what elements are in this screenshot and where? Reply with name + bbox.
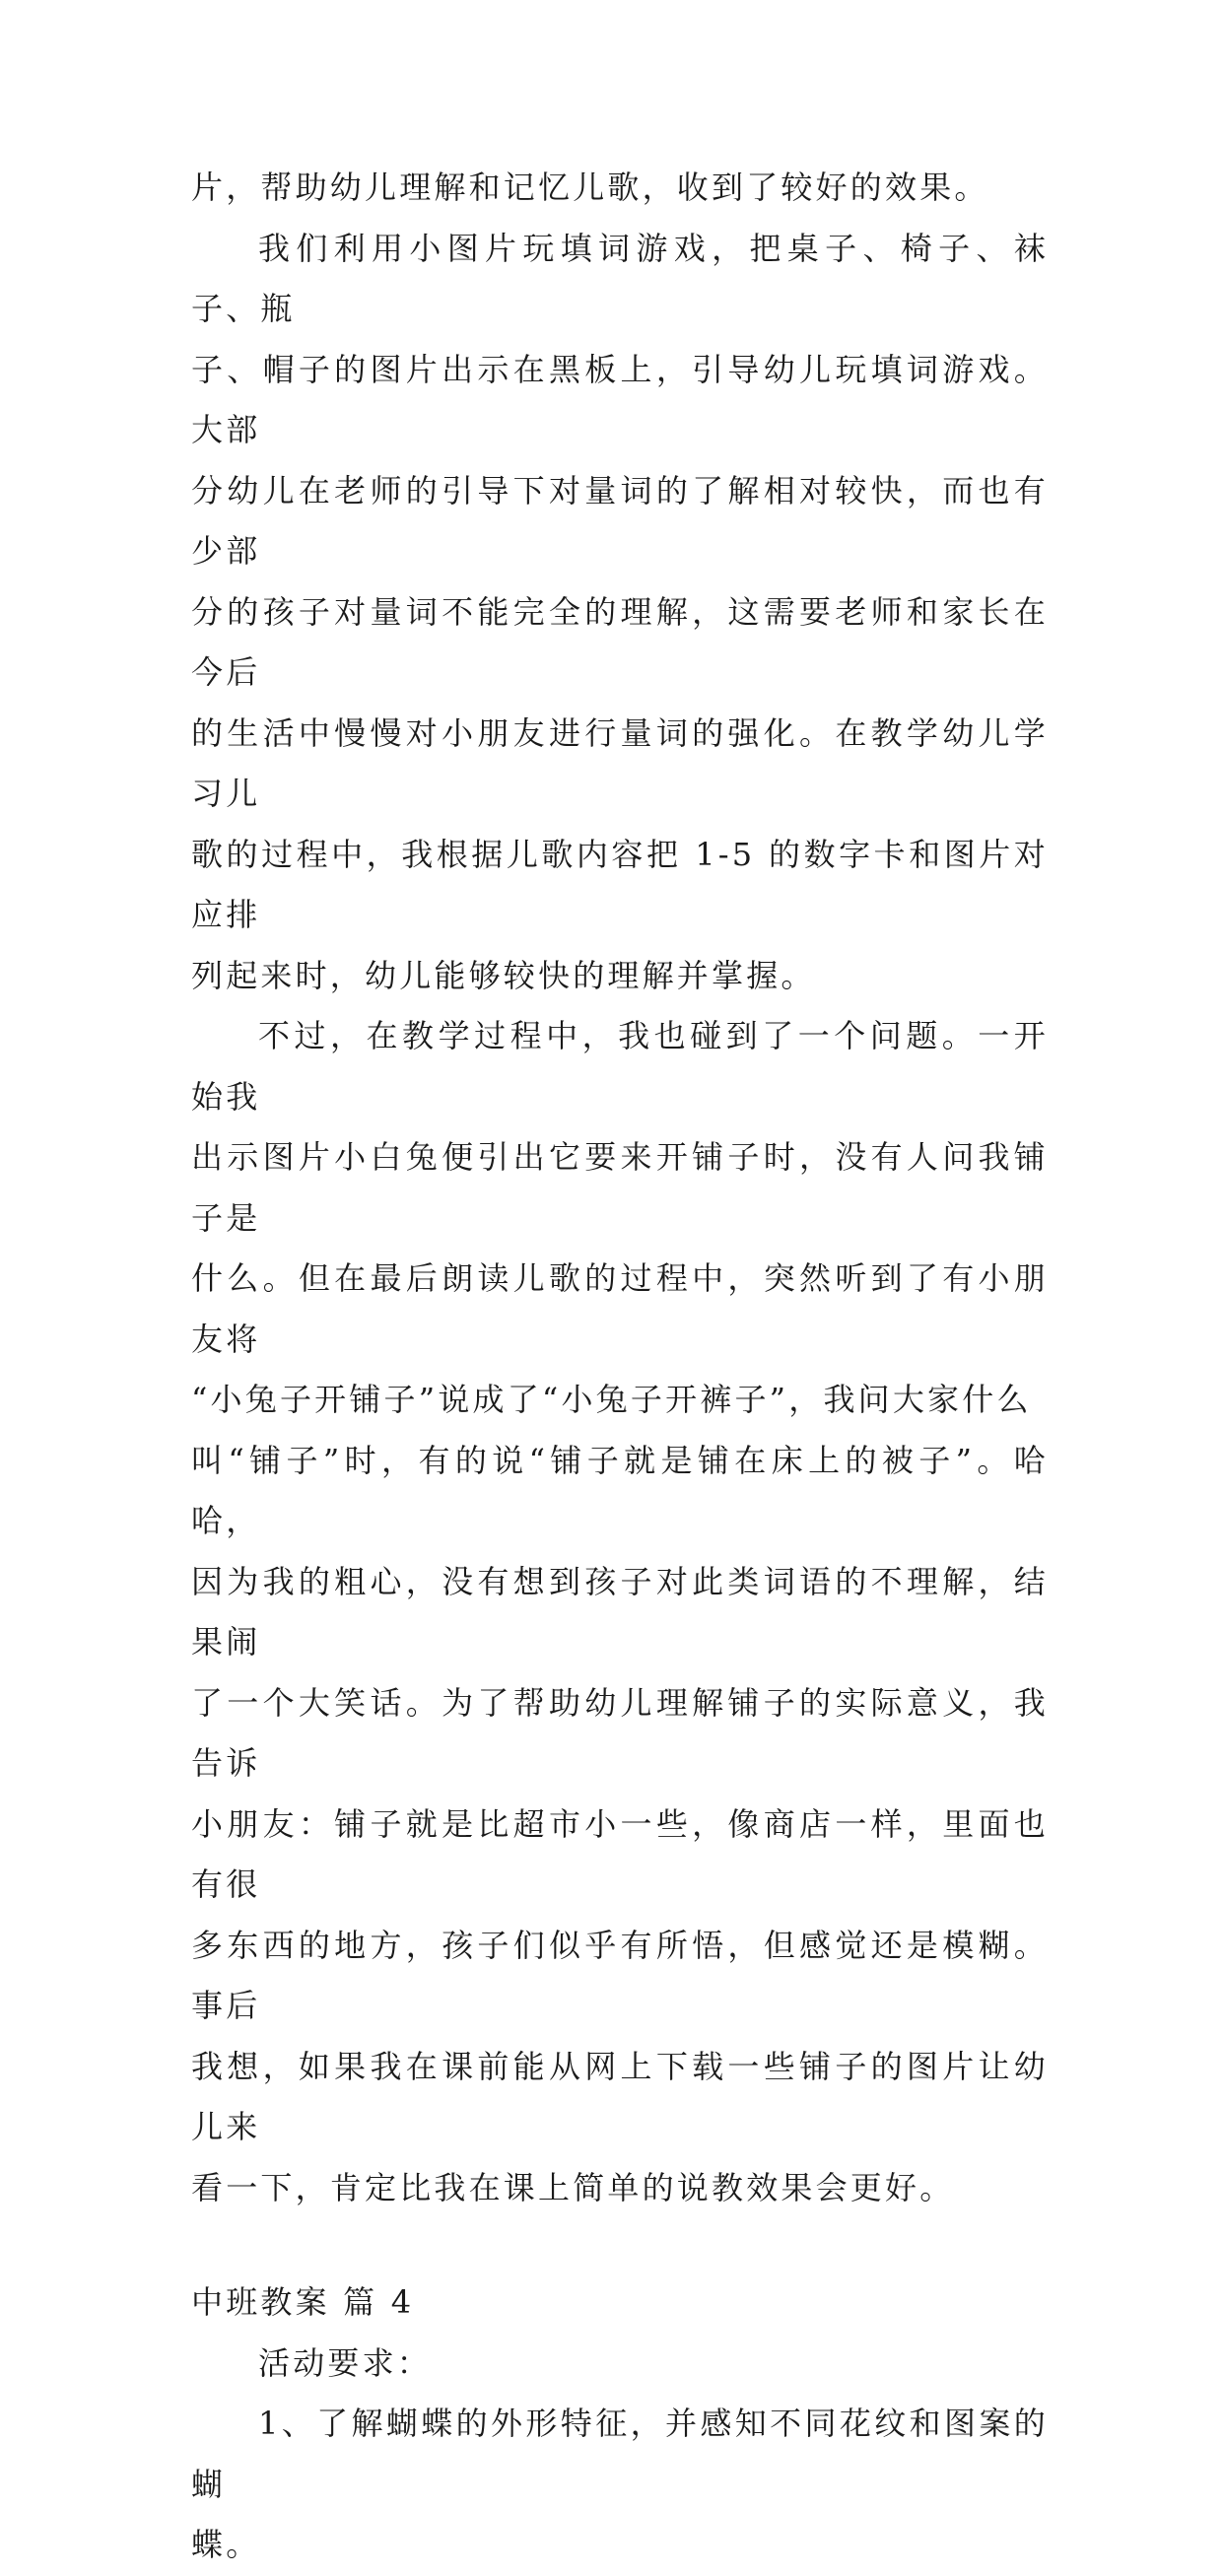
section-heading: 中班教案 篇 4: [191, 2283, 415, 2321]
text-line: “小兔子开铺子”说成了“小兔子开裤子”，我问大家什么: [191, 1381, 1032, 1418]
text-line: 列起来时，幼儿能够较快的理解并掌握。: [191, 956, 816, 994]
text-line: 小朋友：铺子就是比超市小一些，像商店一样，里面也有很: [191, 1804, 1049, 1903]
document-body: [191, 158, 1049, 2576]
text-line: 的生活中慢慢对小朋友进行量词的强化。在教学幼儿学习儿: [191, 713, 1049, 812]
paragraph-quantifier-game: [191, 219, 1049, 1007]
text-line: 叫“铺子”时，有的说“铺子就是铺在床上的被子”。哈哈，: [191, 1441, 1049, 1539]
paragraph-activity-requirements: [191, 2334, 1049, 2395]
text-line: 活动要求：: [258, 2343, 433, 2382]
text-line: 什么。但在最后朗读儿歌的过程中，突然听到了有小朋友将: [191, 1259, 1049, 1358]
text-line: 多东西的地方，孩子们似乎有所悟，但感觉还是模糊。事后: [191, 1926, 1049, 2024]
text-line: 分的孩子对量词不能完全的理解，这需要老师和家长在今后: [191, 592, 1049, 691]
section-spacer: [191, 2218, 1049, 2272]
text-line: 分幼儿在老师的引导下对量词的了解相对较快，而也有少部: [191, 471, 1049, 570]
text-line: 看一下，肯定比我在课上简单的说教效果会更好。: [191, 2168, 955, 2206]
paragraph-continuation: [191, 158, 1049, 219]
text-line: 片，帮助幼儿理解和记忆儿歌，收到了较好的效果。: [191, 169, 989, 206]
text-line: 了一个大笑话。为了帮助幼儿理解铺子的实际意义，我告诉: [191, 1683, 1049, 1782]
paragraph-shop-problem: [191, 1006, 1049, 2218]
text-line: 因为我的粗心，没有想到孩子对此类词语的不理解，结果闹: [191, 1562, 1049, 1661]
text-line: 我想，如果我在课前能从网上下载一些铺子的图片让幼儿来: [191, 2047, 1049, 2145]
text-line: 不过，在教学过程中，我也碰到了一个问题。一开始我: [191, 1017, 1049, 1116]
text-line: 蝶。: [191, 2526, 261, 2563]
text-line: 我们利用小图片玩填词游戏，把桌子、椅子、袜子、瓶: [191, 229, 1049, 327]
paragraph-requirement-1: [191, 2394, 1049, 2576]
text-line: 歌的过程中，我根据儿歌内容把 1-5 的数字卡和图片对应排: [191, 835, 1049, 933]
text-line: 子、帽子的图片出示在黑板上，引导幼儿玩填词游戏。大部: [191, 350, 1049, 448]
text-line: 1、了解蝴蝶的外形特征，并感知不同花纹和图案的蝴: [191, 2405, 1049, 2503]
text-line: 出示图片小白兔便引出它要来开铺子时，没有人问我铺子是: [191, 1138, 1049, 1237]
